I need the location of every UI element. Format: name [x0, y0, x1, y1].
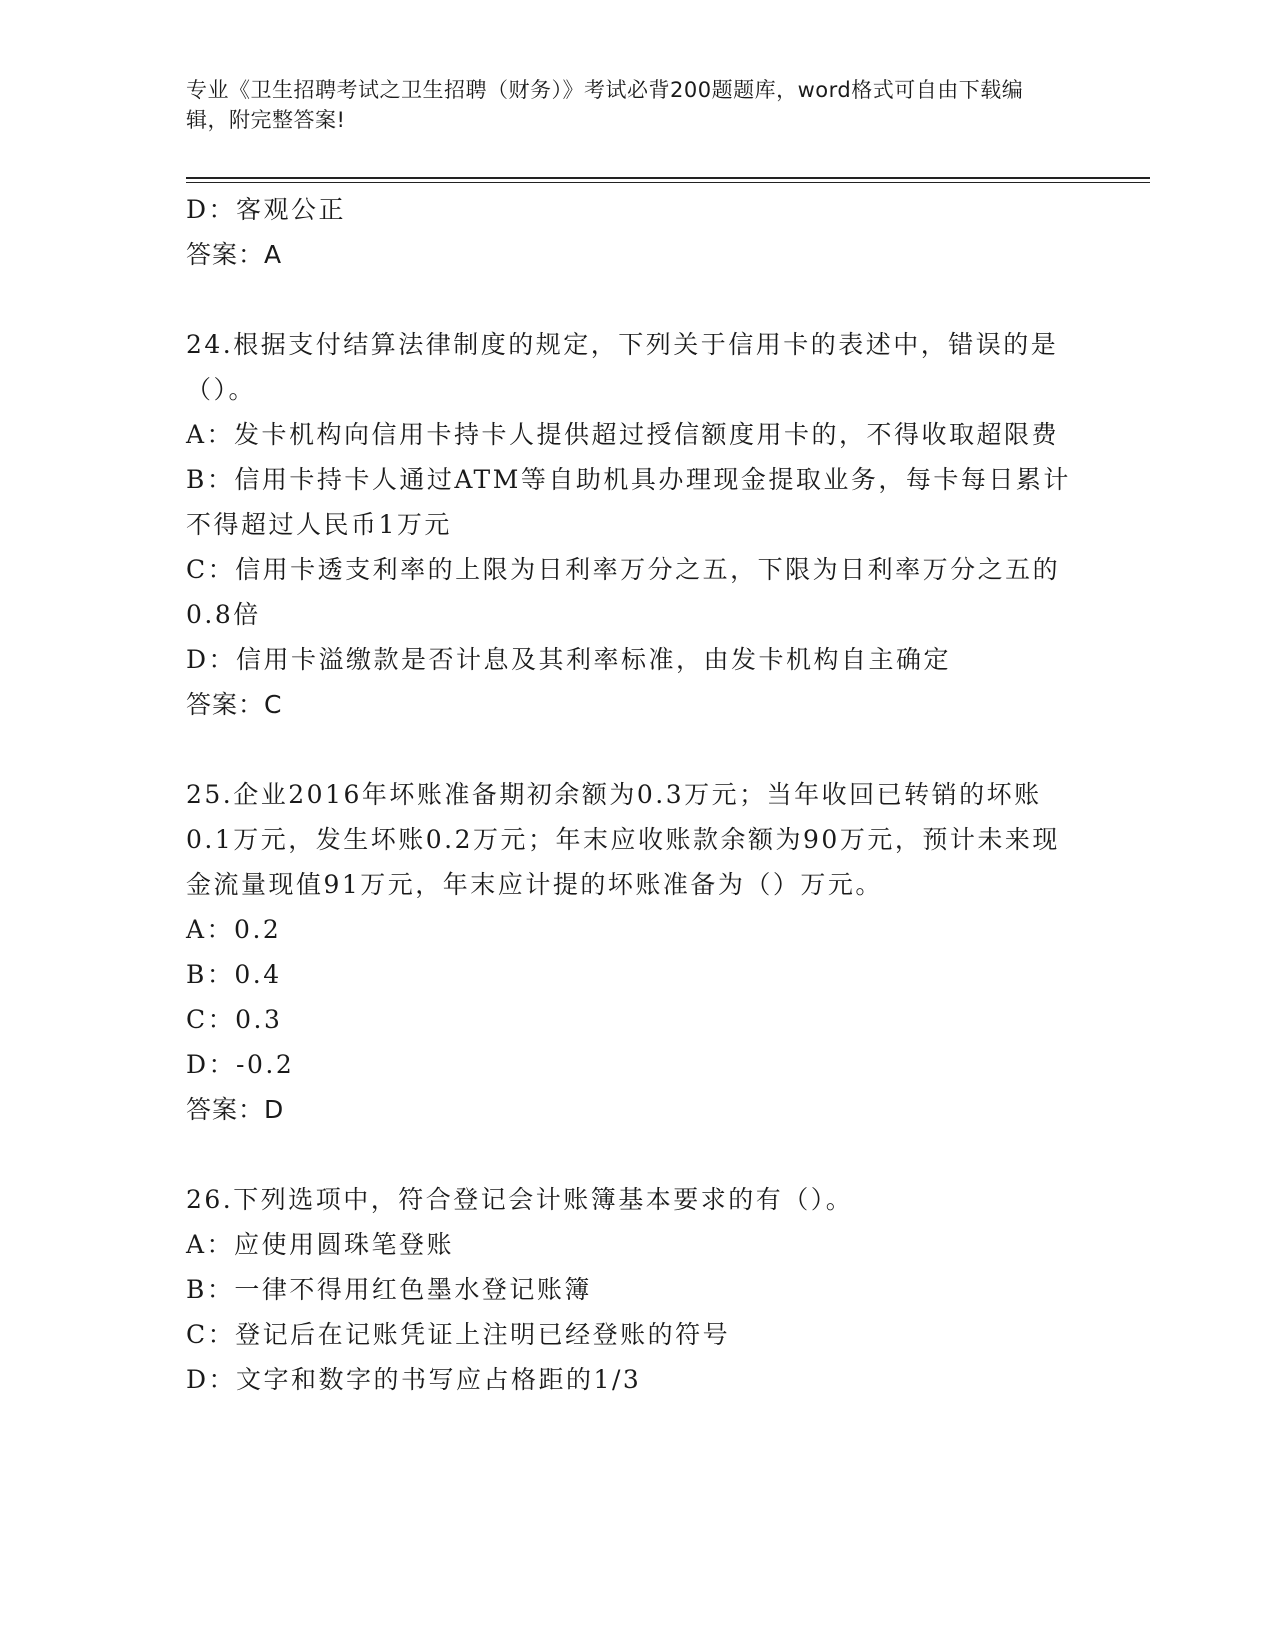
header-rule-thin [186, 182, 1150, 183]
question-stem: 26.下列选项中，符合登记会计账簿基本要求的有（）。 [186, 1185, 854, 1214]
option-d: D：文字和数字的书写应占格距的1/3 [186, 1365, 642, 1394]
option-d: D：客观公正 [186, 195, 347, 224]
option-b: B：信用卡持卡人通过ATM等自助机具办理现金提取业务，每卡每日累计不得超过人民币1万元 [186, 465, 1071, 539]
option-b: B：一律不得用红色墨水登记账簿 [186, 1275, 592, 1304]
question-26 [186, 1177, 1071, 1402]
header-rule-thick [186, 177, 1150, 179]
option-a: A：应使用圆珠笔登账 [186, 1230, 455, 1259]
answer-line: 答案：A [186, 240, 283, 269]
option-d: D：-0.2 [186, 1050, 295, 1079]
document-page [186, 0, 1150, 1650]
document-body [186, 187, 1071, 1402]
question-stem: 24.根据支付结算法律制度的规定，下列关于信用卡的表述中，错误的是（）。 [186, 330, 1059, 404]
option-a: A：0.2 [186, 915, 282, 944]
question-24 [186, 322, 1071, 727]
option-c: C：0.3 [186, 1005, 283, 1034]
option-a: A：发卡机构向信用卡持卡人提供超过授信额度用卡的，不得收取超限费 [186, 420, 1060, 449]
option-b: B：0.4 [186, 960, 282, 989]
answer-line: 答案：C [186, 690, 283, 719]
question-stem: 25.企业2016年坏账准备期初余额为0.3万元；当年收回已转销的坏账0.1万元，发生坏账0.2万元；年末应收账款余额为90万元，预计未来现金流量现值91万元，年末应计提的坏账准备为（）万元。 [186, 780, 1060, 899]
option-d: D：信用卡溢缴款是否计息及其利率标准，由发卡机构自主确定 [186, 645, 952, 674]
question-25 [186, 772, 1071, 1132]
option-c: C：信用卡透支利率的上限为日利率万分之五，下限为日利率万分之五的0.8倍 [186, 555, 1061, 629]
page-header: 专业《卫生招聘考试之卫生招聘（财务）》考试必背200题题库，word格式可自由下载编辑，附完整答案! [186, 78, 1024, 132]
option-c: C：登记后在记账凭证上注明已经登账的符号 [186, 1320, 731, 1349]
answer-line: 答案：D [186, 1095, 285, 1124]
